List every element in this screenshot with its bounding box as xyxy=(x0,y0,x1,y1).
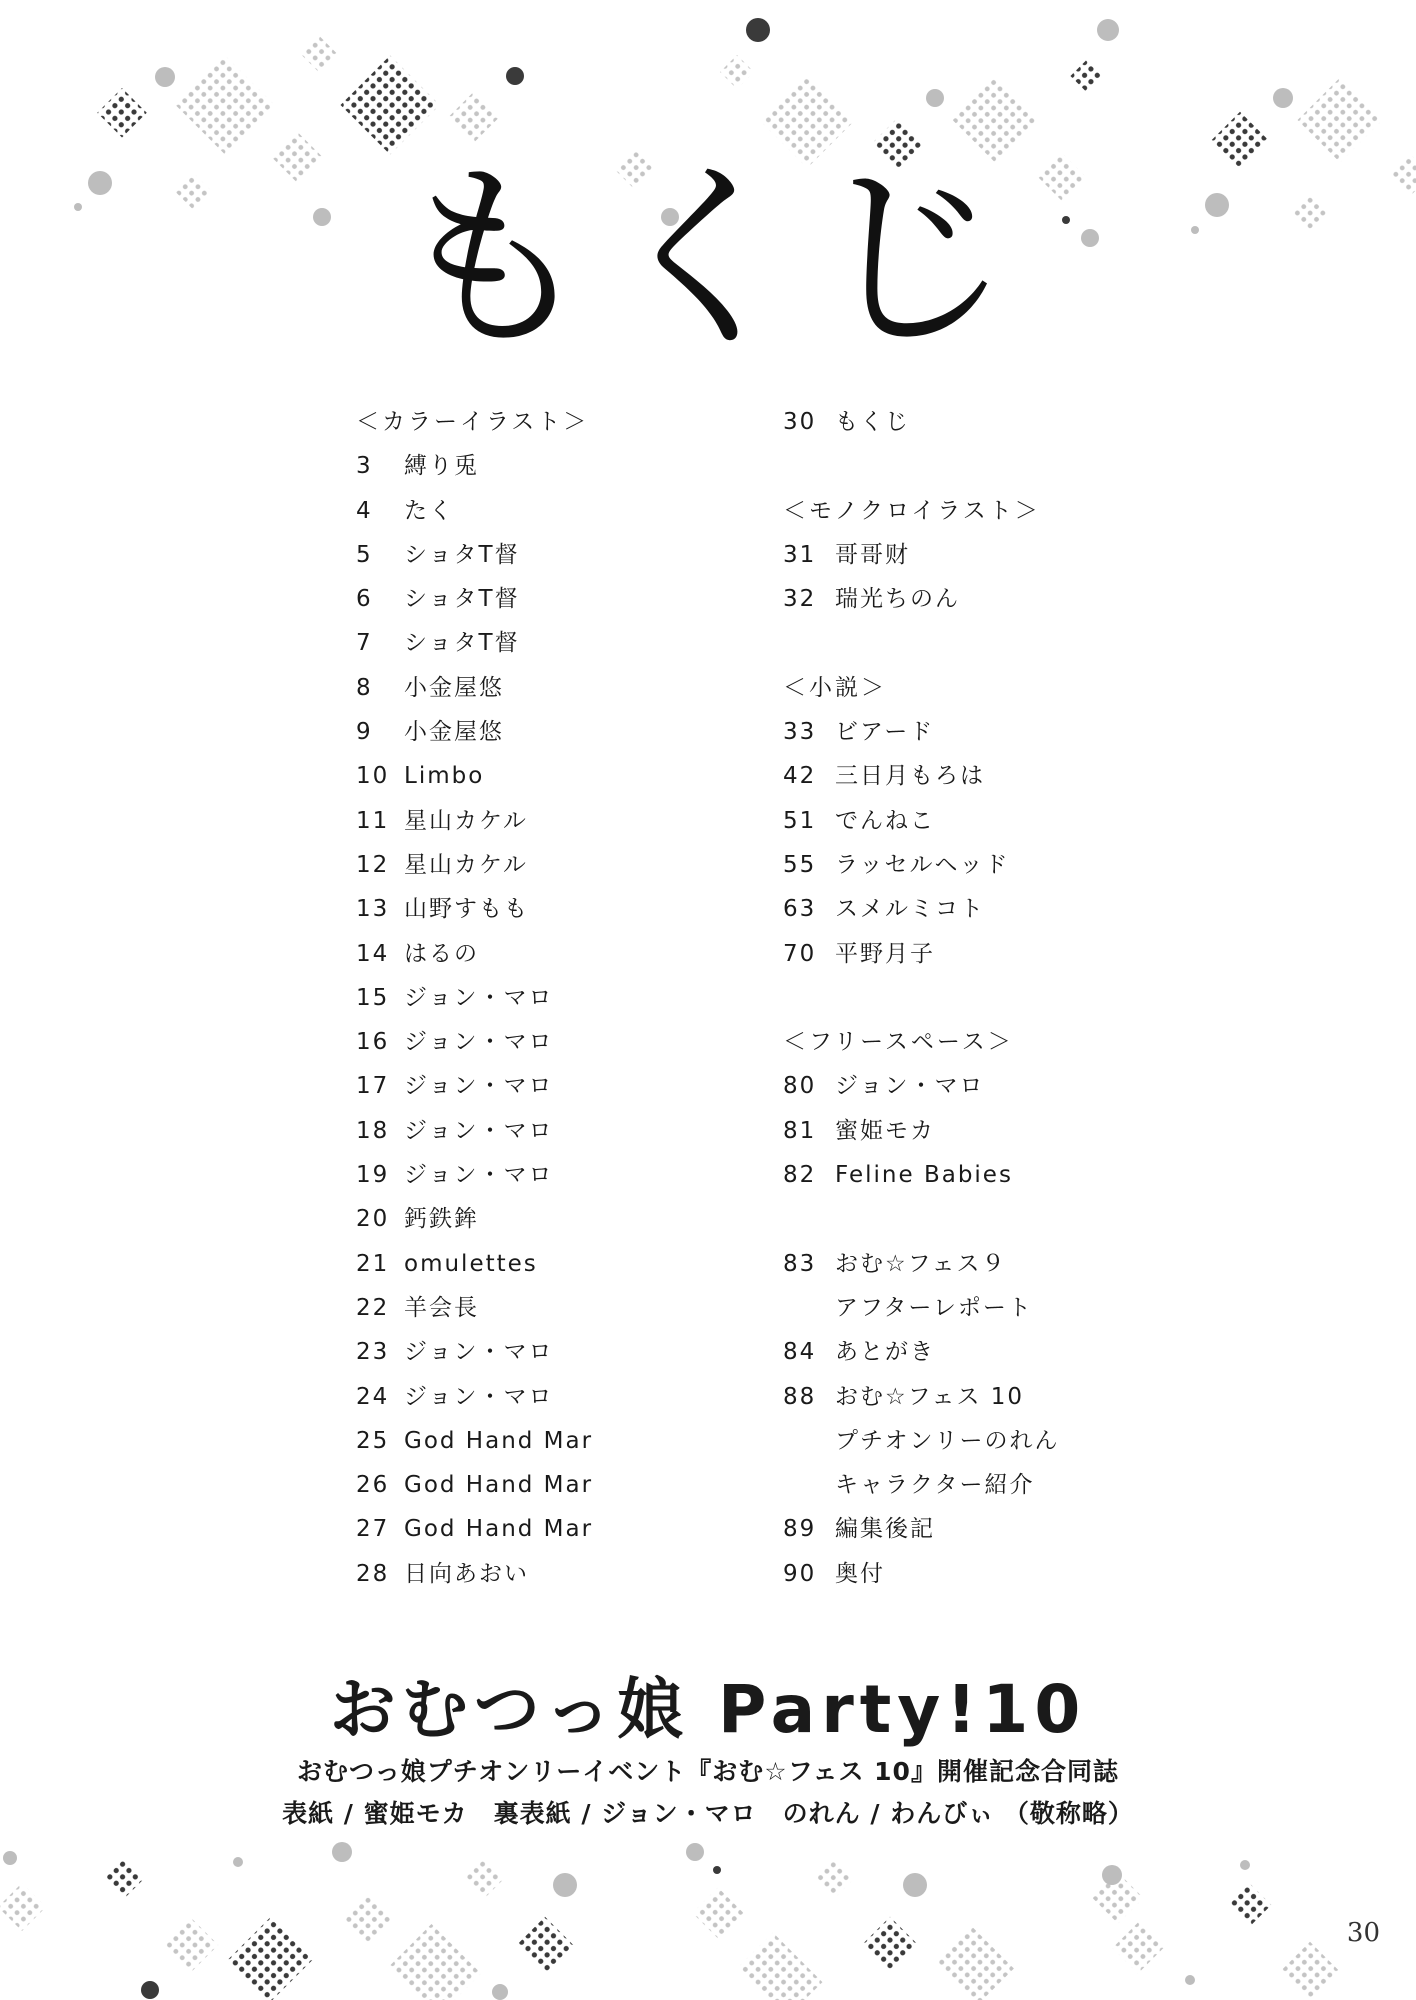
toc-author: God Hand Mar xyxy=(404,1472,594,1499)
toc-page-number: 6 xyxy=(356,586,373,613)
toc-author: Limbo xyxy=(404,763,485,790)
toc-page-number: 63 xyxy=(783,896,817,923)
toc-page-number: 82 xyxy=(783,1162,817,1189)
toc-item-title: 編集後記 xyxy=(835,1516,935,1543)
toc-author: 鈣鉄鉾 xyxy=(404,1206,479,1233)
toc-page-number: 83 xyxy=(783,1250,817,1277)
toc-author: 羊会長 xyxy=(404,1294,479,1321)
toc-entry-continuation: アフターレポート xyxy=(835,1294,1033,1321)
toc-entry xyxy=(356,1064,593,1108)
toc-entry xyxy=(783,1109,1060,1153)
book-credits: 表紙 / 蜜姫モカ 裏表紙 / ジョン・マロ のれん / わんびぃ （敬称略） xyxy=(282,1799,1134,1828)
toc-entry xyxy=(356,1242,593,1286)
toc-entry xyxy=(356,1507,593,1551)
toc-entry xyxy=(783,843,1060,887)
toc-author: Feline Babies xyxy=(835,1162,1013,1189)
toc-entry xyxy=(356,621,593,665)
section-heading-free-space: ＜フリースペース＞ xyxy=(783,1029,1014,1056)
toc-page-number: 26 xyxy=(356,1472,390,1499)
page-title: もくじ xyxy=(392,143,1023,376)
toc-page-number: 51 xyxy=(783,807,817,834)
toc-page-number: 20 xyxy=(356,1206,390,1233)
toc-page-number: 80 xyxy=(783,1073,817,1100)
toc-entry xyxy=(356,1552,593,1596)
toc-author: God Hand Mar xyxy=(404,1516,594,1543)
toc-entry xyxy=(356,489,593,533)
toc-author: ジョン・マロ xyxy=(404,1073,554,1100)
toc-entry xyxy=(356,932,593,976)
toc-entry xyxy=(783,400,1060,444)
toc-entry xyxy=(783,799,1060,843)
toc-entry xyxy=(356,1197,593,1241)
toc-author: ジョン・マロ xyxy=(404,1029,554,1056)
toc-author: 縛り兎 xyxy=(404,453,479,480)
toc-page-number: 11 xyxy=(356,807,390,834)
toc-author: God Hand Mar xyxy=(404,1427,594,1454)
toc-author: ジョン・マロ xyxy=(404,984,554,1011)
toc-entry xyxy=(356,754,593,798)
toc-author: omulettes xyxy=(404,1250,538,1277)
toc-entry xyxy=(356,1286,593,1330)
toc-author: 哥哥财 xyxy=(835,541,910,568)
toc-entry xyxy=(783,887,1060,931)
section-heading-mono-illust: ＜モノクロイラスト＞ xyxy=(783,497,1041,524)
toc-page-number: 55 xyxy=(783,851,817,878)
toc-page-number: 25 xyxy=(356,1427,390,1454)
toc-entry xyxy=(356,843,593,887)
toc-entry-continuation: キャラクター紹介 xyxy=(835,1472,1035,1499)
toc-page-number: 3 xyxy=(356,453,373,480)
toc-page-number: 19 xyxy=(356,1162,390,1189)
toc-author: 小金屋悠 xyxy=(404,674,504,701)
section-heading-color-illust: ＜カラーイラスト＞ xyxy=(356,409,590,435)
toc-entry xyxy=(356,1375,593,1419)
toc-page-number: 10 xyxy=(356,763,390,790)
toc-author: 三日月もろは xyxy=(835,763,985,790)
toc-entry xyxy=(783,1507,1060,1551)
book-subtitle: おむつっ娘プチオンリーイベント『おむ☆フェス 10』開催記念合同誌 xyxy=(297,1757,1119,1786)
toc-entry xyxy=(356,444,593,488)
toc-page-number: 42 xyxy=(783,763,817,790)
book-title: おむつっ娘 Party!10 xyxy=(329,1671,1087,1748)
toc-author: ジョン・マロ xyxy=(404,1339,554,1366)
toc-page-number: 14 xyxy=(356,940,390,967)
toc-entry xyxy=(356,1153,593,1197)
toc-author: もくじ xyxy=(835,409,910,435)
toc-entry xyxy=(783,1064,1060,1108)
toc-entry xyxy=(356,1463,593,1507)
toc-author: ショタT督 xyxy=(404,541,520,568)
toc-page-number: 81 xyxy=(783,1117,817,1144)
toc-page-number: 8 xyxy=(356,674,373,701)
toc-page-number: 28 xyxy=(356,1560,390,1587)
toc-entry xyxy=(356,577,593,621)
toc-author: スメルミコト xyxy=(835,896,985,923)
toc-left-column xyxy=(356,400,593,1596)
toc-author: ビアード xyxy=(835,719,935,746)
toc-entry xyxy=(783,754,1060,798)
toc-entry xyxy=(356,666,593,710)
toc-author: ジョン・マロ xyxy=(835,1073,985,1100)
toc-page-number: 12 xyxy=(356,851,390,878)
toc-page-number: 31 xyxy=(783,541,817,568)
toc-author: ジョン・マロ xyxy=(404,1117,554,1144)
toc-item-title: おむ☆フェス 10 xyxy=(835,1383,1025,1410)
toc-entry xyxy=(356,710,593,754)
toc-page-number: 18 xyxy=(356,1117,390,1144)
spacer xyxy=(783,976,1060,1020)
toc-entry xyxy=(783,533,1060,577)
toc-author: 蜜姫モカ xyxy=(835,1117,935,1144)
toc-entry xyxy=(783,1330,1060,1374)
toc-entry xyxy=(356,1419,593,1463)
section-heading-novel: ＜小説＞ xyxy=(783,674,887,701)
toc-page-number: 70 xyxy=(783,940,817,967)
toc-page-number: 88 xyxy=(783,1383,817,1410)
toc-page-number: 15 xyxy=(356,984,390,1011)
toc-entry xyxy=(783,1242,1060,1286)
toc-entry xyxy=(783,1375,1060,1419)
toc-page-number: 90 xyxy=(783,1560,817,1587)
toc-author: 瑞光ちのん xyxy=(835,586,960,613)
toc-entry xyxy=(356,1020,593,1064)
toc-entry xyxy=(783,577,1060,621)
toc-entry xyxy=(783,710,1060,754)
toc-page-number: 4 xyxy=(356,497,373,524)
toc-page-number: 24 xyxy=(356,1383,390,1410)
toc-author: ショタT督 xyxy=(404,586,520,613)
toc-entry xyxy=(356,1109,593,1153)
toc-entry-continuation: プチオンリーのれん xyxy=(835,1427,1060,1454)
toc-page-number: 9 xyxy=(356,719,373,746)
spacer xyxy=(783,1197,1060,1241)
toc-author: 星山カケル xyxy=(404,807,528,834)
decorative-dots-bottom xyxy=(0,1820,1416,2000)
toc-page-number: 21 xyxy=(356,1250,390,1277)
toc-page-number: 23 xyxy=(356,1339,390,1366)
toc-page-number: 32 xyxy=(783,586,817,613)
toc-entry xyxy=(356,1330,593,1374)
toc-author: 小金屋悠 xyxy=(404,719,504,746)
toc-page-number: 30 xyxy=(783,409,817,435)
toc-entry xyxy=(356,533,593,577)
toc-author: ジョン・マロ xyxy=(404,1383,554,1410)
toc-author: ジョン・マロ xyxy=(404,1162,554,1189)
toc-page-number: 13 xyxy=(356,896,390,923)
toc-author: ラッセルヘッド xyxy=(835,851,1010,878)
toc-author: たく xyxy=(404,497,454,524)
page-number: 30 xyxy=(1346,1918,1380,1948)
toc-page-number: 89 xyxy=(783,1516,817,1543)
toc-page-number: 84 xyxy=(783,1339,817,1366)
toc-item-title: おむ☆フェス９ xyxy=(835,1250,1007,1277)
toc-author: はるの xyxy=(404,940,479,967)
toc-page-number: 5 xyxy=(356,541,373,568)
toc-entry xyxy=(356,887,593,931)
toc-entry xyxy=(783,1153,1060,1197)
toc-right-column xyxy=(783,400,1060,1596)
toc-page-number: 17 xyxy=(356,1073,390,1100)
spacer xyxy=(783,621,1060,665)
toc-author: 山野すもも xyxy=(404,896,529,923)
toc-author: ショタT督 xyxy=(404,630,520,657)
toc-entry xyxy=(356,976,593,1020)
toc-page-number: 27 xyxy=(356,1516,390,1543)
toc-page-number: 7 xyxy=(356,630,373,657)
toc-entry xyxy=(783,932,1060,976)
toc-entry xyxy=(356,799,593,843)
toc-page-number: 33 xyxy=(783,719,817,746)
toc-author: 日向あおい xyxy=(404,1560,529,1587)
toc-author: 平野月子 xyxy=(835,940,935,967)
toc-author: でんねこ xyxy=(835,807,935,834)
toc-entry xyxy=(783,1552,1060,1596)
toc-page-number: 22 xyxy=(356,1294,390,1321)
spacer xyxy=(783,444,1060,488)
toc-author: 星山カケル xyxy=(404,851,528,878)
toc-item-title: 奥付 xyxy=(835,1560,885,1587)
toc-page-number: 16 xyxy=(356,1029,390,1056)
toc-item-title: あとがき xyxy=(835,1339,935,1366)
